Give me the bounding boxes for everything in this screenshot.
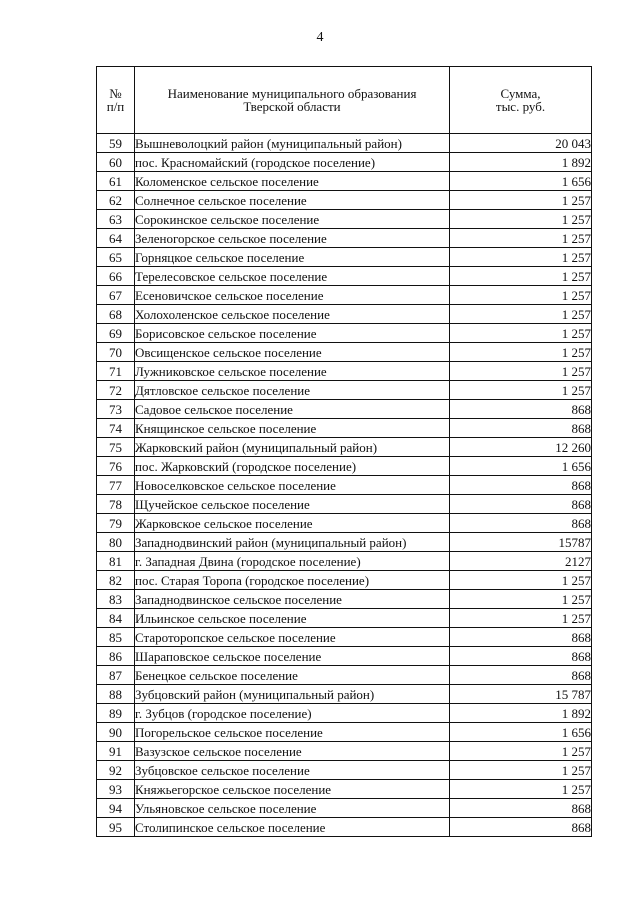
amount-cell: 1 257	[450, 248, 592, 267]
amount-cell: 868	[450, 818, 592, 837]
row-number-cell: 80	[97, 533, 135, 552]
municipality-name-cell: Коломенское сельское поселение	[135, 172, 450, 191]
table-row	[97, 343, 592, 362]
municipality-name-cell: Западнодвинское сельское поселение	[135, 590, 450, 609]
amount-cell: 1 257	[450, 267, 592, 286]
table-row	[97, 761, 592, 780]
municipality-name-cell: пос. Красномайский (городское поселение)	[135, 153, 450, 172]
amount-cell: 1 257	[450, 324, 592, 343]
amount-cell: 868	[450, 799, 592, 818]
amount-cell: 1 257	[450, 343, 592, 362]
municipality-name-cell: Ульяновское сельское поселение	[135, 799, 450, 818]
amount-cell: 1 656	[450, 723, 592, 742]
row-number-cell: 67	[97, 286, 135, 305]
row-number-cell: 62	[97, 191, 135, 210]
row-number-cell: 91	[97, 742, 135, 761]
header-row	[97, 67, 592, 134]
municipality-name-cell: Западнодвинский район (муниципальный район)	[135, 533, 450, 552]
table-row	[97, 286, 592, 305]
municipal-funding-table	[96, 66, 592, 837]
municipality-name-cell: Терелесовское сельское поселение	[135, 267, 450, 286]
column-header-sum	[450, 67, 592, 134]
municipality-name-cell: Княжьегорское сельское поселение	[135, 780, 450, 799]
municipality-name-cell: Зубцовский район (муниципальный район)	[135, 685, 450, 704]
row-number-cell: 94	[97, 799, 135, 818]
table-row	[97, 191, 592, 210]
page-number: 4	[316, 30, 324, 45]
row-number-cell: 81	[97, 552, 135, 571]
municipality-name-cell: Холохоленское сельское поселение	[135, 305, 450, 324]
municipality-name-cell: Шараповское сельское поселение	[135, 647, 450, 666]
table-row	[97, 172, 592, 191]
table-row	[97, 723, 592, 742]
table-row	[97, 229, 592, 248]
table-row	[97, 362, 592, 381]
table-row	[97, 571, 592, 590]
table-row	[97, 324, 592, 343]
row-number-cell: 63	[97, 210, 135, 229]
row-number-cell: 59	[97, 134, 135, 153]
column-header-name-line1: Наименование муниципального образования	[167, 86, 417, 101]
row-number-cell: 78	[97, 495, 135, 514]
municipality-name-cell: Щучейское сельское поселение	[135, 495, 450, 514]
row-number-cell: 93	[97, 780, 135, 799]
row-number-cell: 76	[97, 457, 135, 476]
column-header-name	[135, 67, 450, 134]
table-row	[97, 419, 592, 438]
row-number-cell: 85	[97, 628, 135, 647]
municipality-name-cell: Зеленогорское сельское поселение	[135, 229, 450, 248]
amount-cell: 1 257	[450, 286, 592, 305]
table-row	[97, 647, 592, 666]
row-number-cell: 72	[97, 381, 135, 400]
amount-cell: 1 892	[450, 704, 592, 723]
table-row	[97, 609, 592, 628]
amount-cell: 868	[450, 647, 592, 666]
municipality-name-cell: г. Западная Двина (городское поселение)	[135, 552, 450, 571]
row-number-cell: 66	[97, 267, 135, 286]
row-number-cell: 61	[97, 172, 135, 191]
amount-cell: 1 656	[450, 172, 592, 191]
table-row	[97, 799, 592, 818]
municipality-name-cell: Ильинское сельское поселение	[135, 609, 450, 628]
amount-cell: 868	[450, 628, 592, 647]
amount-cell: 868	[450, 666, 592, 685]
amount-cell: 1 257	[450, 381, 592, 400]
table-row	[97, 457, 592, 476]
municipality-name-cell: Староторопское сельское поселение	[135, 628, 450, 647]
row-number-cell: 86	[97, 647, 135, 666]
row-number-cell: 68	[97, 305, 135, 324]
municipality-name-cell: пос. Жарковский (городское поселение)	[135, 457, 450, 476]
municipality-name-cell: Овсищенское сельское поселение	[135, 343, 450, 362]
row-number-cell: 77	[97, 476, 135, 495]
municipality-name-cell: Зубцовское сельское поселение	[135, 761, 450, 780]
amount-cell: 1 257	[450, 362, 592, 381]
amount-cell: 1 257	[450, 609, 592, 628]
table-header	[97, 67, 592, 134]
row-number-cell: 87	[97, 666, 135, 685]
amount-cell: 15787	[450, 533, 592, 552]
amount-cell: 868	[450, 400, 592, 419]
table-row	[97, 704, 592, 723]
table-row	[97, 438, 592, 457]
row-number-cell: 88	[97, 685, 135, 704]
municipality-name-cell: Лужниковское сельское поселение	[135, 362, 450, 381]
amount-cell: 1 257	[450, 571, 592, 590]
row-number-cell: 95	[97, 818, 135, 837]
row-number-cell: 73	[97, 400, 135, 419]
row-number-cell: 69	[97, 324, 135, 343]
amount-cell: 15 787	[450, 685, 592, 704]
amount-cell: 1 257	[450, 305, 592, 324]
municipality-name-cell: Погорельское сельское поселение	[135, 723, 450, 742]
table-row	[97, 153, 592, 172]
municipality-name-cell: Дятловское сельское поселение	[135, 381, 450, 400]
municipality-name-cell: Княщинское сельское поселение	[135, 419, 450, 438]
row-number-cell: 65	[97, 248, 135, 267]
municipality-name-cell: Жарковское сельское поселение	[135, 514, 450, 533]
table-body	[97, 134, 592, 837]
row-number-cell: 83	[97, 590, 135, 609]
row-number-cell: 75	[97, 438, 135, 457]
table-row	[97, 666, 592, 685]
amount-cell: 1 257	[450, 780, 592, 799]
amount-cell: 868	[450, 476, 592, 495]
amount-cell: 1 257	[450, 590, 592, 609]
table-row	[97, 818, 592, 837]
amount-cell: 868	[450, 514, 592, 533]
column-header-sum-line2: тыс. руб.	[495, 99, 546, 114]
municipality-name-cell: Горняцкое сельское поселение	[135, 248, 450, 267]
row-number-cell: 89	[97, 704, 135, 723]
row-number-cell: 84	[97, 609, 135, 628]
table-row	[97, 685, 592, 704]
municipality-name-cell: Борисовское сельское поселение	[135, 324, 450, 343]
amount-cell: 1 656	[450, 457, 592, 476]
municipality-name-cell: Вышневолоцкий район (муниципальный район)	[135, 134, 450, 153]
amount-cell: 1 257	[450, 742, 592, 761]
table-row	[97, 533, 592, 552]
table-row	[97, 134, 592, 153]
table-row	[97, 210, 592, 229]
amount-cell: 1 257	[450, 210, 592, 229]
amount-cell: 20 043	[450, 134, 592, 153]
table-row	[97, 400, 592, 419]
municipality-name-cell: Садовое сельское поселение	[135, 400, 450, 419]
column-header-number	[97, 67, 135, 134]
table-row	[97, 248, 592, 267]
amount-cell: 868	[450, 419, 592, 438]
column-header-number-line1: №	[109, 86, 122, 101]
row-number-cell: 90	[97, 723, 135, 742]
municipality-name-cell: Вазузское сельское поселение	[135, 742, 450, 761]
row-number-cell: 74	[97, 419, 135, 438]
table-row	[97, 742, 592, 761]
row-number-cell: 60	[97, 153, 135, 172]
municipality-name-cell: Новоселковское сельское поселение	[135, 476, 450, 495]
amount-cell: 12 260	[450, 438, 592, 457]
row-number-cell: 92	[97, 761, 135, 780]
column-header-number-line2: п/п	[106, 99, 125, 114]
table-row	[97, 305, 592, 324]
amount-cell: 1 257	[450, 229, 592, 248]
table-row	[97, 476, 592, 495]
amount-cell: 1 257	[450, 191, 592, 210]
column-header-name-line2: Тверской области	[243, 99, 341, 114]
table-row	[97, 780, 592, 799]
table-row	[97, 495, 592, 514]
municipality-name-cell: г. Зубцов (городское поселение)	[135, 704, 450, 723]
amount-cell: 2127	[450, 552, 592, 571]
amount-cell: 1 892	[450, 153, 592, 172]
row-number-cell: 71	[97, 362, 135, 381]
table-row	[97, 267, 592, 286]
municipality-name-cell: Жарковский район (муниципальный район)	[135, 438, 450, 457]
municipality-name-cell: Солнечное сельское поселение	[135, 191, 450, 210]
table-row	[97, 514, 592, 533]
municipality-name-cell: Сорокинское сельское поселение	[135, 210, 450, 229]
municipality-name-cell: Есеновичское сельское поселение	[135, 286, 450, 305]
municipality-name-cell: Столипинское сельское поселение	[135, 818, 450, 837]
table-row	[97, 381, 592, 400]
amount-cell: 1 257	[450, 761, 592, 780]
amount-cell: 868	[450, 495, 592, 514]
table-row	[97, 590, 592, 609]
row-number-cell: 82	[97, 571, 135, 590]
row-number-cell: 79	[97, 514, 135, 533]
table-row	[97, 628, 592, 647]
column-header-sum-line1: Сумма,	[500, 86, 541, 101]
row-number-cell: 64	[97, 229, 135, 248]
municipality-name-cell: пос. Старая Торопа (городское поселение)	[135, 571, 450, 590]
row-number-cell: 70	[97, 343, 135, 362]
municipality-name-cell: Бенецкое сельское поселение	[135, 666, 450, 685]
table-row	[97, 552, 592, 571]
